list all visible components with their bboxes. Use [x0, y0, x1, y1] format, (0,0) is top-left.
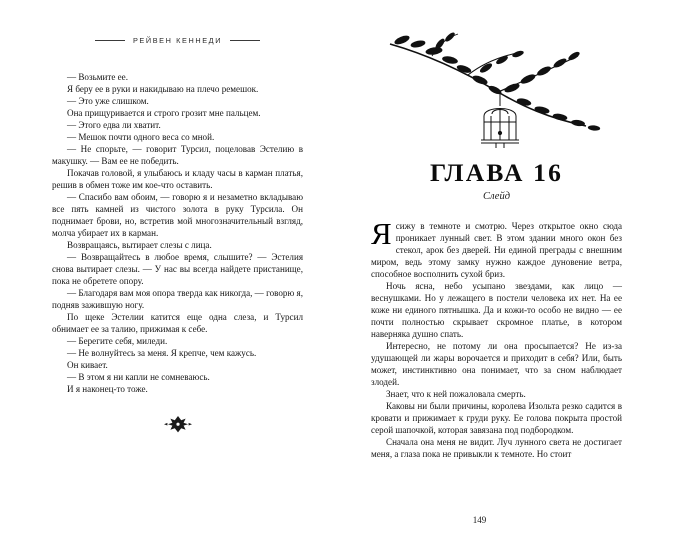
- running-head-rule-right: [230, 40, 260, 41]
- paragraph: По щеке Эстелии катится еще одна слеза, и Турсил обнимает ее за талию, прижимая к себе.: [52, 312, 303, 334]
- paragraph: — Возьмите ее.: [67, 72, 128, 82]
- paragraph: Сначала она меня не видит. Луч лунного света не достигает меня, а глаза пока не привыкли к темноте. Но стоит: [371, 437, 622, 459]
- paragraph: — В этом я ни капли не сомневаюсь.: [67, 372, 210, 382]
- chapter-subtitle: Слейд: [482, 191, 511, 202]
- opening-paragraph-text: сижу в темноте и смотрю. Через открытое окно сюда проникает лунный свет. В этом здании много окон без стекол, арок без дверей. Ни единой преграды с внешним миром, ведь этому замку нужно каждое дуновение ветра, способное восполнить сухой бриз.: [371, 221, 622, 279]
- paragraph: — Не волнуйтесь за меня. Я крепче, чем кажусь.: [67, 348, 257, 358]
- paragraph: Покачав головой, я улыбаюсь и кладу часы в карман платья, решив в обмен тоже им кое-что оставить.: [52, 168, 303, 190]
- paragraph: Знает, что к ней пожаловала смерть.: [386, 389, 526, 399]
- drop-cap: Я: [371, 216, 392, 251]
- paragraph: И я наконец-то тоже.: [67, 384, 148, 394]
- paragraph: Она прищуривается и строго грозит мне пальцем.: [67, 108, 261, 118]
- paragraph: — Благодаря вам моя опора тверда как никогда, — говорю я, подняв зажившую ногу.: [52, 288, 303, 310]
- paragraph: — Не спорьте, — говорит Турсил, поцеловав Эстелию в макушку. — Вам ее не победить.: [52, 144, 303, 166]
- paragraph: — Это уже слишком.: [67, 96, 149, 106]
- running-head-text: РЕЙВЕН КЕННЕДИ: [132, 36, 223, 45]
- paragraph: — Этого едва ли хватит.: [67, 120, 161, 130]
- section-ornament: [52, 413, 303, 433]
- running-head-rule-left: [95, 40, 125, 41]
- paragraph: Каковы ни были причины, королева Изольта резко садится в кровати и прижимает к груди руку. Ее голова покрыта простой серой шапочкой, которая завязана под подбородком.: [371, 401, 622, 435]
- page-number: 149: [472, 515, 487, 525]
- paragraph: — Берегите себя, миледи.: [67, 336, 168, 346]
- paragraph: Интересно, не потому ли она просыпается? Не из-за удушающей ли жары ворочается и приходит в себя? Или, быть может, инстинктивно она понимает, что за сном наблюдает злодей.: [371, 341, 622, 387]
- paragraph: — Мешок почти одного веса со мной.: [67, 132, 215, 142]
- chapter-title: ГЛАВА 16: [429, 158, 564, 187]
- opening-paragraph: [371, 216, 622, 280]
- paragraph: Ночь ясна, небо усыпано звездами, как лицо — веснушками. Но у лежащего в постели человека их нет. На ее коже ни единого пятнышка. Да и кожи-то особо не видно — ее почти полностью скрывает скромное платье, в котором наверняка душно спать.: [371, 281, 622, 339]
- paragraph: — Спасибо вам обоим, — говорю я и незаметно вкладываю все пять камней из чистого золота в руку Турсила. Он поднимает брови, но, встретив мой многозначительный взгляд, молча убирает их в карман.: [52, 192, 303, 238]
- paragraph: Я беру ее в руки и накидываю на плечо ремешок.: [67, 84, 259, 94]
- paragraph: — Возвращайтесь в любое время, слышите? — Эстелия снова вытирает слезы. — У нас вы всегда найдете пристанище, пока не обретете опору.: [52, 252, 303, 286]
- left-page-body: [52, 71, 303, 395]
- paragraph: Возвращаясь, вытирает слезы с лица.: [67, 240, 212, 250]
- right-page-body: [371, 216, 622, 460]
- chapter-ornament: [371, 30, 622, 152]
- right-page: [337, 0, 674, 545]
- running-head: [52, 36, 303, 45]
- birdcage-branch-illustration: [390, 31, 600, 148]
- paragraph: Он кивает.: [67, 360, 108, 370]
